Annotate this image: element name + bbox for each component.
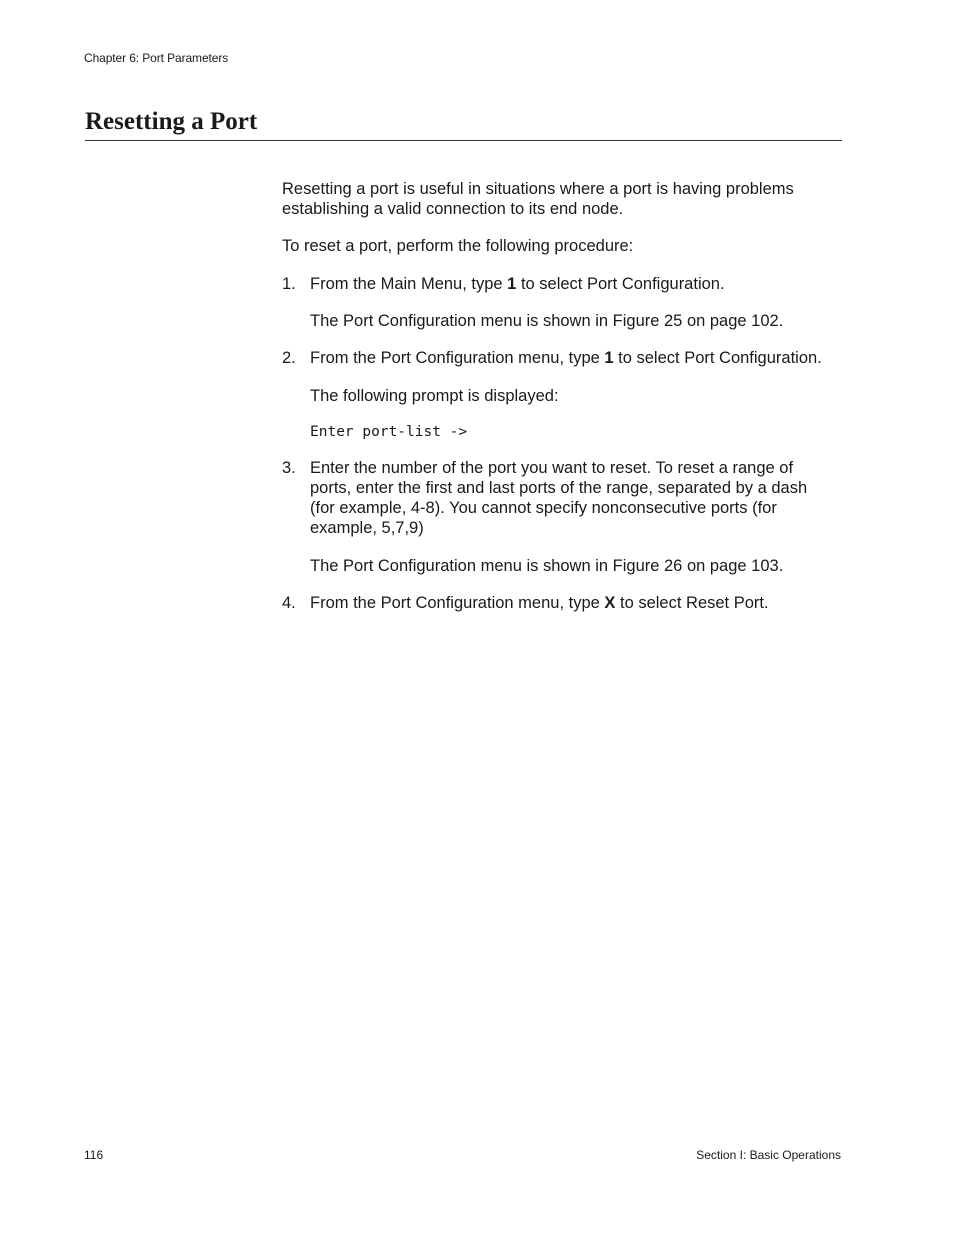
step-key: X: [604, 594, 616, 612]
step-text: [310, 274, 855, 294]
step-text: [310, 348, 855, 368]
step-text-pre: From the Port Configuration menu, type: [310, 594, 605, 612]
step-text-post: to select Port Configuration.: [613, 349, 822, 367]
step-number: 4.: [282, 594, 296, 612]
step-key: 1: [604, 349, 614, 367]
step-text: Enter the number of the port you want to reset. To reset a range of ports, enter the first and last ports of the range, separated by a dash (for example, 4-8). You cannot specify nonconsecutive ports (for example, 5,7,9): [310, 459, 808, 537]
title-rule: [85, 140, 842, 141]
step-text-pre: From the Port Configuration menu, type: [310, 349, 605, 367]
section-title: Resetting a Port: [85, 108, 258, 135]
step-note: The Port Configuration menu is shown in Figure 25 on page 102.: [310, 312, 784, 330]
step-text: [310, 593, 855, 613]
running-header: Chapter 6: Port Parameters: [84, 51, 229, 65]
procedure-intro: To reset a port, perform the following procedure:: [282, 237, 634, 255]
page-number: 116: [84, 1148, 104, 1162]
command-prompt: Enter port-list ->: [310, 424, 468, 440]
running-footer: Section I: Basic Operations: [696, 1148, 841, 1162]
step-number: 1.: [282, 275, 296, 293]
step-key: 1: [507, 275, 517, 293]
step-text-pre: From the Main Menu, type: [310, 275, 508, 293]
step-number: 3.: [282, 459, 296, 477]
step-number: 2.: [282, 349, 296, 367]
intro-paragraph: Resetting a port is useful in situations where a port is having problems establishing a valid connection to its end node.: [282, 180, 794, 218]
step-text-post: to select Reset Port.: [615, 594, 769, 612]
step-note: The Port Configuration menu is shown in Figure 26 on page 103.: [310, 557, 784, 575]
step-note: The following prompt is displayed:: [310, 387, 559, 405]
step-text-post: to select Port Configuration.: [516, 275, 725, 293]
